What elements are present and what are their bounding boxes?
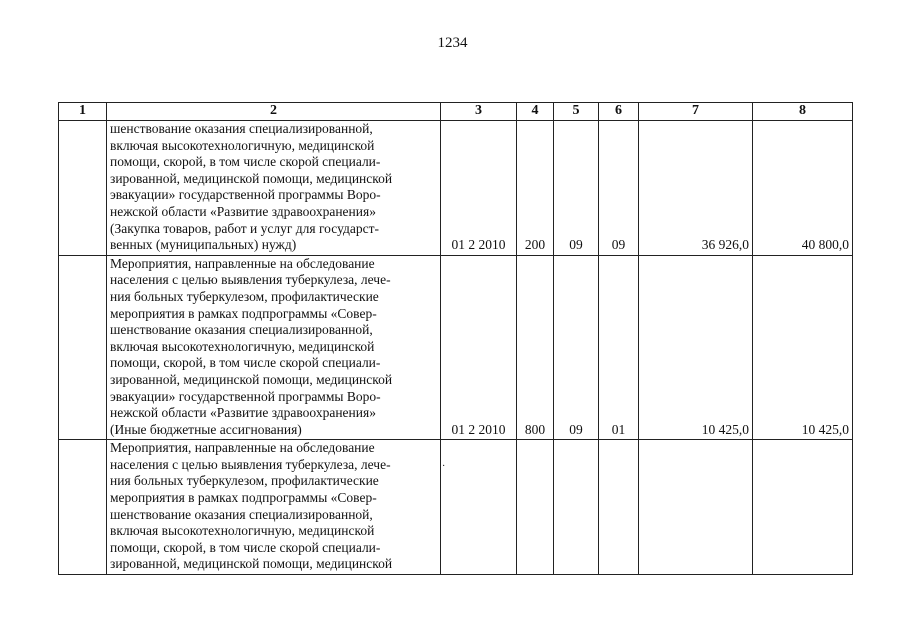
description-line: включая высокотехнологичную, медицинской [110, 338, 375, 354]
expense-type-cell: 800 [517, 255, 554, 440]
amount-1-cell: 36 926,0 [639, 121, 753, 256]
header-col-7: 7 [639, 103, 753, 121]
description-line: включая высокотехнологичную, медицинской [110, 137, 375, 153]
description-line: эвакуации» государственной программы Воро- [110, 187, 381, 203]
description-line: шенствование оказания специализированной, [110, 322, 373, 338]
amount-1-cell: 10 425,0 [639, 255, 753, 440]
description-line: населения с целью выявления туберкулеза, лече- [110, 456, 391, 472]
description-line: населения с целью выявления туберкулеза, лече- [110, 272, 391, 288]
subsection-cell [599, 440, 639, 575]
description-line: нежской области «Развитие здравоохранения» [110, 405, 376, 421]
description-cell [107, 255, 441, 440]
description-line: ния больных туберкулезом, профилактические [110, 473, 379, 489]
section-cell: 09 [554, 121, 599, 256]
amount-2-cell: 10 425,0 [753, 255, 853, 440]
header-row [59, 103, 853, 121]
description-line: зированной, медицинской помощи, медицинской [110, 556, 393, 572]
budget-table [58, 102, 853, 575]
subsection-cell: 01 [599, 255, 639, 440]
expense-type-cell [517, 440, 554, 575]
description-line: Мероприятия, направленные на обследование [110, 440, 375, 456]
description-line: помощи, скорой, в том числе скорой специали- [110, 154, 381, 170]
row-number-cell [59, 440, 107, 575]
target-code-cell [441, 440, 517, 575]
description-line: помощи, скорой, в том числе скорой специали- [110, 539, 381, 555]
header-col-5: 5 [554, 103, 599, 121]
amount-2-cell: 40 800,0 [753, 121, 853, 256]
header-col-6: 6 [599, 103, 639, 121]
description-line: венных (муниципальных) нужд) [110, 237, 297, 253]
row-number-cell [59, 255, 107, 440]
subsection-cell: 09 [599, 121, 639, 256]
description-line: зированной, медицинской помощи, медицинской [110, 170, 393, 186]
header-col-2: 2 [107, 103, 441, 121]
description-line: шенствование оказания специализированной, [110, 506, 373, 522]
description-line: включая высокотехнологичную, медицинской [110, 523, 375, 539]
description-line: мероприятия в рамках подпрограммы «Совер- [110, 490, 377, 506]
description-line: мероприятия в рамках подпрограммы «Совер- [110, 305, 377, 321]
section-cell: 09 [554, 255, 599, 440]
description-line: зированной, медицинской помощи, медицинской [110, 371, 393, 387]
table-row [59, 440, 853, 575]
target-code-cell: 01 2 2010 [441, 121, 517, 256]
table-row [59, 255, 853, 440]
description-line: помощи, скорой, в том числе скорой специали- [110, 355, 381, 371]
header-col-1: 1 [59, 103, 107, 121]
description-line: ния больных туберкулезом, профилактические [110, 288, 379, 304]
expense-type-cell: 200 [517, 121, 554, 256]
scan-speck: · [442, 461, 446, 472]
header-col-4: 4 [517, 103, 554, 121]
amount-2-cell [753, 440, 853, 575]
description-line: (Иные бюджетные ассигнования) [110, 421, 302, 437]
header-col-8: 8 [753, 103, 853, 121]
description-line: шенствование оказания специализированной, [110, 121, 373, 136]
section-cell [554, 440, 599, 575]
page-number: 1234 [437, 35, 468, 51]
row-number-cell [59, 121, 107, 256]
amount-1-cell [639, 440, 753, 575]
description-cell [107, 121, 441, 256]
description-line: (Закупка товаров, работ и услуг для государст- [110, 220, 379, 236]
target-code-cell: 01 2 2010 [441, 255, 517, 440]
description-line: эвакуации» государственной программы Воро- [110, 388, 381, 404]
header-col-3: 3 [441, 103, 517, 121]
description-cell [107, 440, 441, 575]
description-line: Мероприятия, направленные на обследование [110, 255, 375, 271]
table-row [59, 121, 853, 256]
description-line: нежской области «Развитие здравоохранения» [110, 203, 376, 219]
